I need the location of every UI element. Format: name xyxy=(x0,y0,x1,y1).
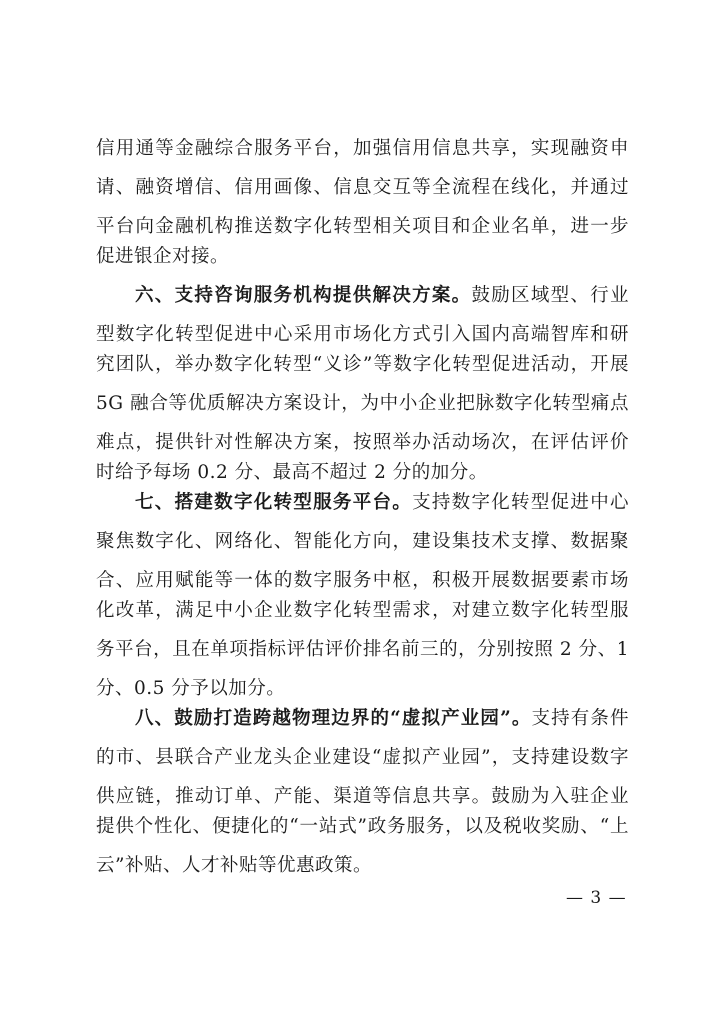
paragraph-line: 时给予每场 0.2 分、最高不超过 2 分的加分。 xyxy=(96,462,488,483)
section-seven-heading: 七、搭建数字化转型服务平台。 xyxy=(135,492,413,513)
paragraph-line: 平台向金融机构推送数字化转型相关项目和企业名单，进一步 xyxy=(96,216,629,237)
section-six-first-line xyxy=(135,284,629,308)
paragraph-line: 务平台，且在单项指标评估评价排名前三的，分别按照 2 分、1 xyxy=(96,639,629,660)
paragraph-line: 信用通等金融综合服务平台，加强信用信息共享，实现融资申 xyxy=(96,138,629,159)
section-eight-first-line xyxy=(135,707,629,731)
paragraph-line: 5G 融合等优质解决方案设计，为中小企业把脉数字化转型痛点 xyxy=(96,393,629,414)
paragraph-line: 型数字化转型促进中心采用市场化方式引入国内高端智库和研 xyxy=(96,324,629,345)
paragraph-line: 提供个性化、便捷化的“一站式”政务服务，以及税收奖励、“上 xyxy=(96,816,629,837)
paragraph-line: 的市、县联合产业龙头企业建设“虚拟产业园”，支持建设数字 xyxy=(96,747,629,768)
paragraph-line: 云”补贴、人才补贴等优惠政策。 xyxy=(96,855,372,876)
paragraph-line: 化改革，满足中小企业数字化转型需求，对建立数字化转型服 xyxy=(96,600,629,621)
paragraph-line: 请、融资增信、信用画像、信息交互等全流程在线化，并通过 xyxy=(96,177,629,198)
page-number: — 3 — xyxy=(566,888,627,908)
paragraph-line: 合、应用赋能等一体的数字服务中枢，积极开展数据要素市场 xyxy=(96,570,629,591)
section-six-heading: 六、支持咨询服务机构提供解决方案。 xyxy=(135,285,472,306)
paragraph-line: 供应链，推动订单、产能、渠道等信息共享。鼓励为入驻企业 xyxy=(96,786,629,807)
section-eight-first-line-text: 支持有条件 xyxy=(531,708,629,729)
paragraph-line: 聚焦数字化、网络化、智能化方向，建设集技术支撑、数据聚 xyxy=(96,531,629,552)
section-seven-first-line-text: 支持数字化转型促进中心 xyxy=(412,492,629,513)
section-seven-first-line xyxy=(135,491,629,515)
section-six-first-line-text: 鼓励区域型、行业 xyxy=(471,285,629,306)
paragraph-line: 分、0.5 分予以加分。 xyxy=(96,678,286,699)
paragraph-line: 促进银企对接。 xyxy=(96,246,230,267)
section-eight-heading: 八、鼓励打造跨越物理边界的“虚拟产业园”。 xyxy=(135,708,532,729)
paragraph-line: 究团队，举办数字化转型“义诊”等数字化转型促进活动，开展 xyxy=(96,354,629,375)
paragraph-line: 难点，提供针对性解决方案，按照举办活动场次，在评估评价 xyxy=(96,432,629,453)
